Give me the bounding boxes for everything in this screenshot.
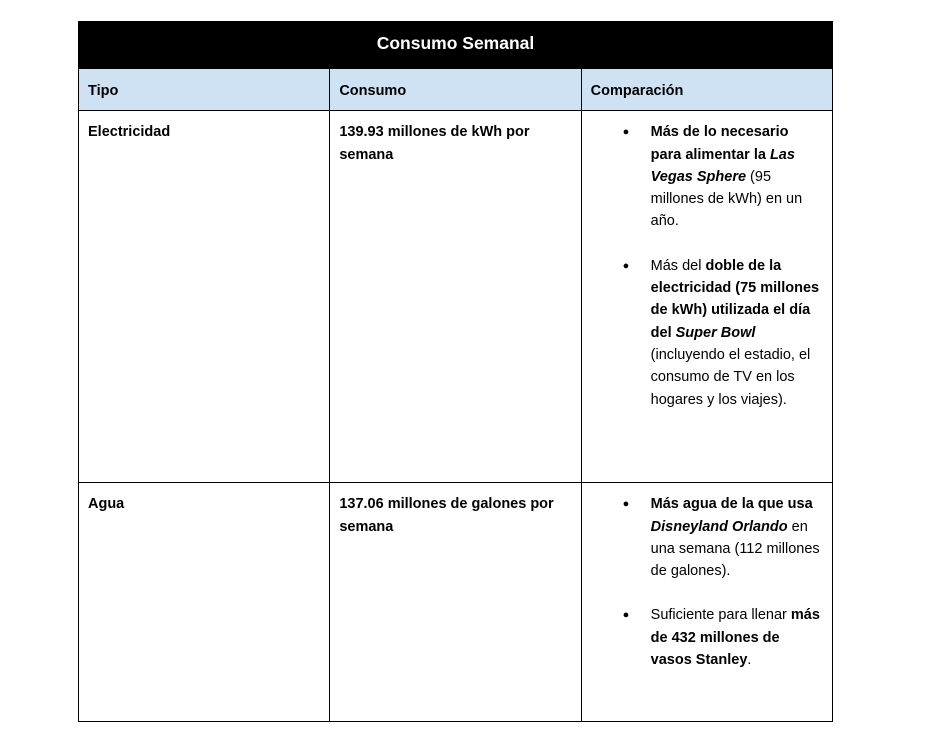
comparison-list [591, 121, 823, 411]
text-segment: Más del [650, 257, 706, 274]
header-tipo: Tipo [79, 69, 330, 111]
text-segment: . [747, 652, 752, 669]
text-segment: Más de lo necesario para alimentar la [650, 124, 789, 163]
header-comparacion: Comparación [581, 69, 832, 111]
cell-consumo: 139.93 millones de kWh por semana [330, 111, 581, 483]
text-segment: Más agua de la que usa [650, 496, 813, 513]
cell-comparacion [581, 483, 832, 722]
header-row [79, 69, 833, 111]
text-segment: más de 432 millones de vasos Stanley [650, 607, 820, 669]
list-item [651, 493, 823, 582]
text-segment: doble de la electricidad (75 millones de kWh) utilizada el día del [650, 257, 820, 341]
text-segment: (incluyendo el estadio, el consumo de TV en los hogares y los viajes). [650, 346, 811, 408]
table-row [79, 111, 833, 483]
list-item [651, 121, 823, 232]
text-segment: Las Vegas Sphere [650, 146, 795, 185]
header-consumo: Consumo [330, 69, 581, 111]
list-item [651, 255, 823, 411]
text-segment: en una semana (112 millones de galones). [650, 518, 820, 580]
list-item [651, 604, 823, 671]
cell-comparacion [581, 111, 832, 483]
table-title: Consumo Semanal [79, 22, 833, 69]
cell-tipo: Agua [79, 483, 330, 722]
text-segment: Disneyland Orlando [650, 518, 788, 535]
cell-tipo: Electricidad [79, 111, 330, 483]
text-segment: Super Bowl [675, 324, 756, 341]
table-row [79, 483, 833, 722]
text-segment: Suficiente para llenar [650, 607, 791, 624]
weekly-consumption-table [78, 21, 833, 722]
cell-consumo: 137.06 millones de galones por semana [330, 483, 581, 722]
comparison-list [591, 493, 823, 671]
text-segment: (95 millones de kWh) en un año. [650, 168, 803, 230]
